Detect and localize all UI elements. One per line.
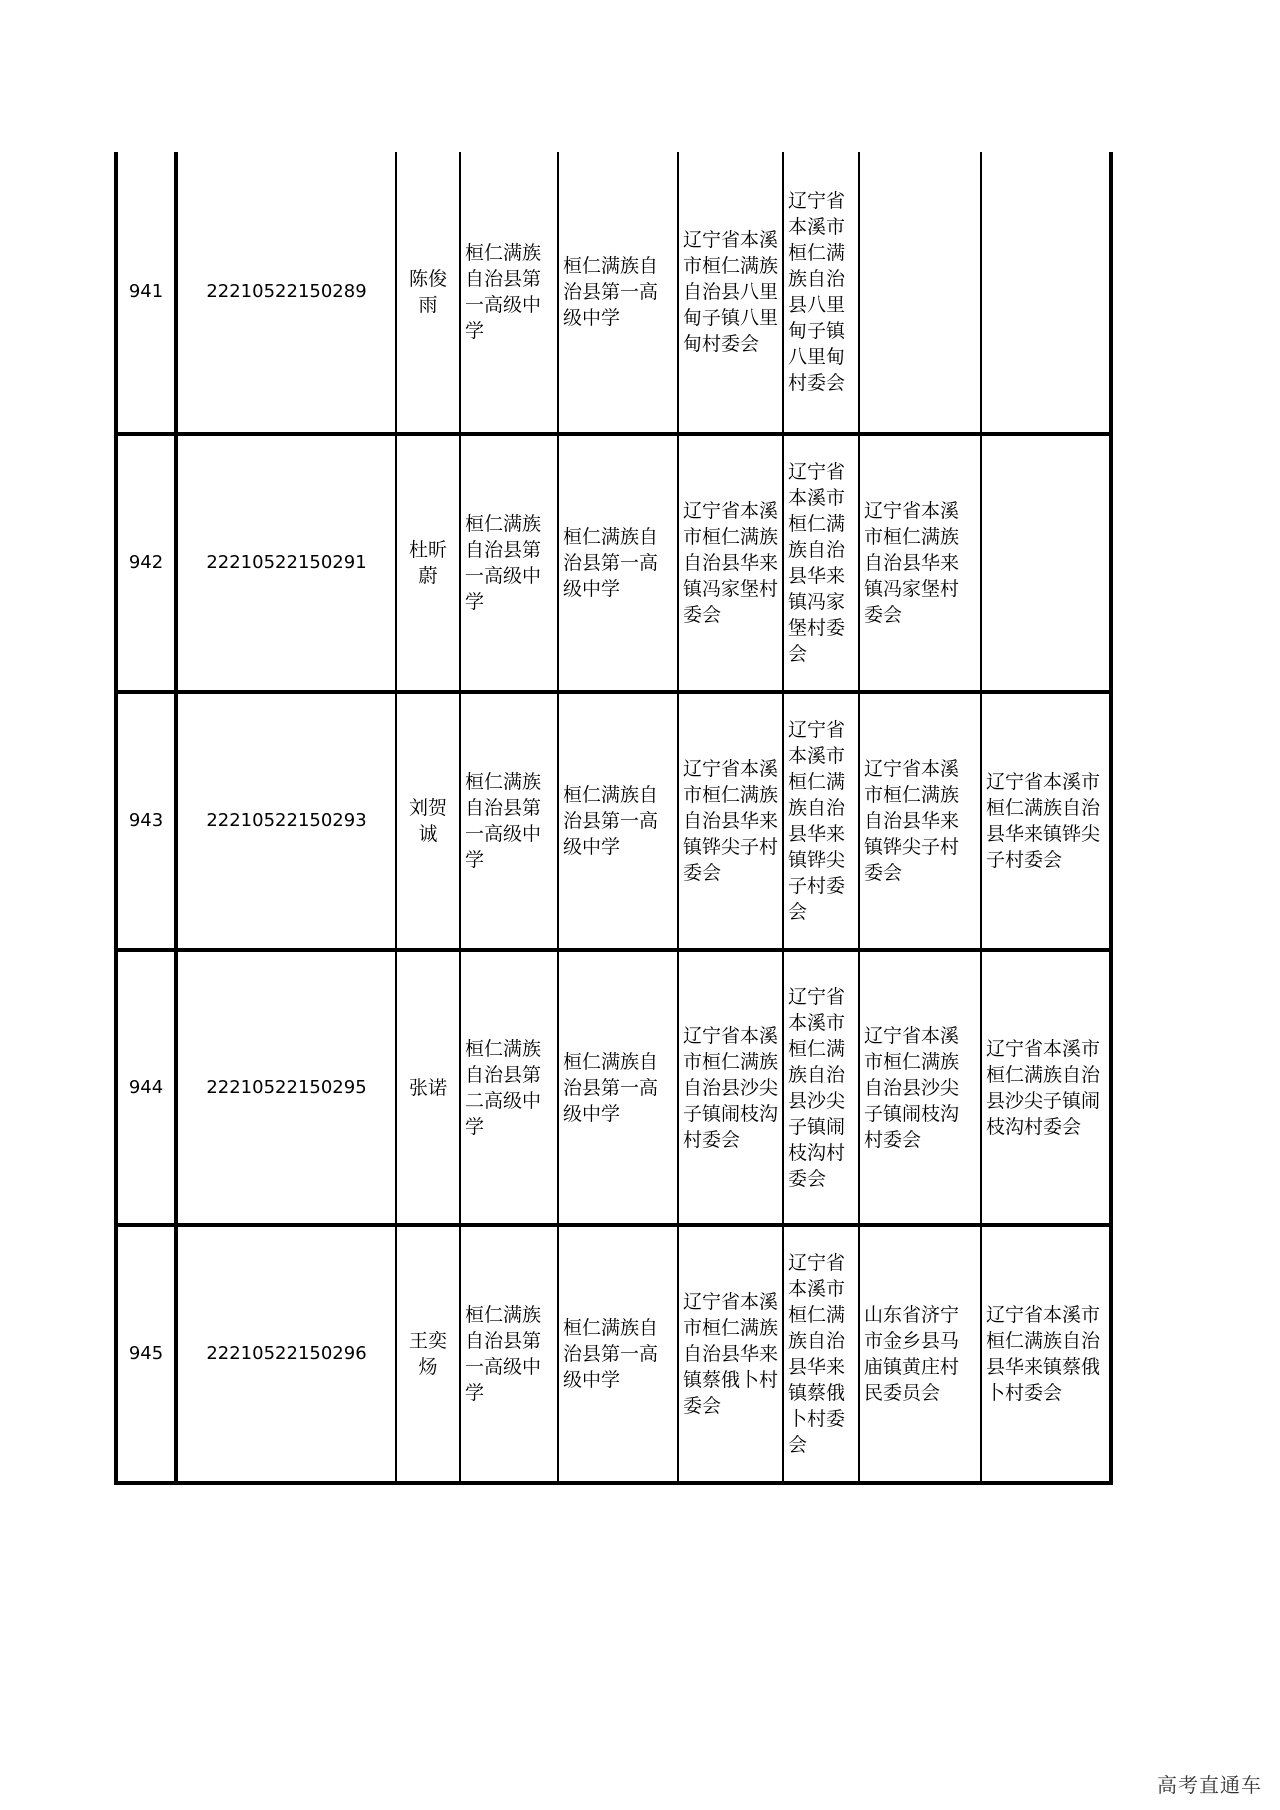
school2-cell: 桓仁满族自治县第一高级中学 <box>558 950 678 1225</box>
row-index: 945 <box>116 1225 176 1483</box>
school2-cell: 桓仁满族自治县第一高级中学 <box>558 1225 678 1483</box>
table-row <box>116 152 1111 434</box>
address4-cell <box>981 434 1111 692</box>
school2-cell: 桓仁满族自治县第一高级中学 <box>558 434 678 692</box>
school2-cell: 桓仁满族自治县第一高级中学 <box>558 692 678 950</box>
address3-cell: 辽宁省本溪市桓仁满族自治县华来镇铧尖子村委会 <box>859 692 981 950</box>
address1-cell: 辽宁省本溪市桓仁满族自治县华来镇蔡俄卜村委会 <box>678 1225 783 1483</box>
address4-cell: 辽宁省本溪市桓仁满族自治县华来镇铧尖子村委会 <box>981 692 1111 950</box>
address3-cell: 辽宁省本溪市桓仁满族自治县沙尖子镇闹枝沟村委会 <box>859 950 981 1225</box>
row-index: 941 <box>116 152 176 434</box>
address1-cell: 辽宁省本溪市桓仁满族自治县八里甸子镇八里甸村委会 <box>678 152 783 434</box>
address2-cell: 辽宁省本溪市桓仁满族自治县沙尖子镇闹枝沟村委会 <box>783 950 859 1225</box>
address2-cell: 辽宁省本溪市桓仁满族自治县华来镇蔡俄卜村委会 <box>783 1225 859 1483</box>
address2-cell: 辽宁省本溪市桓仁满族自治县华来镇冯家堡村委会 <box>783 434 859 692</box>
row-index: 944 <box>116 950 176 1225</box>
roster-table <box>114 152 1113 1485</box>
exam-id: 22210522150293 <box>176 692 396 950</box>
row-index: 942 <box>116 434 176 692</box>
exam-id: 22210522150291 <box>176 434 396 692</box>
address3-cell: 辽宁省本溪市桓仁满族自治县华来镇冯家堡村委会 <box>859 434 981 692</box>
roster-table-container <box>114 152 1113 1485</box>
watermark-text: 高考直通车 <box>1157 1773 1262 1797</box>
address4-cell: 辽宁省本溪市桓仁满族自治县华来镇蔡俄卜村委会 <box>981 1225 1111 1483</box>
exam-id: 22210522150296 <box>176 1225 396 1483</box>
table-row <box>116 1225 1111 1483</box>
student-name: 陈俊雨 <box>396 152 460 434</box>
row-index: 943 <box>116 692 176 950</box>
school-cell: 桓仁满族自治县第一高级中学 <box>460 152 558 434</box>
school-cell: 桓仁满族自治县第一高级中学 <box>460 434 558 692</box>
address2-cell: 辽宁省本溪市桓仁满族自治县八里甸子镇八里甸村委会 <box>783 152 859 434</box>
address1-cell: 辽宁省本溪市桓仁满族自治县沙尖子镇闹枝沟村委会 <box>678 950 783 1225</box>
student-name: 刘贺诚 <box>396 692 460 950</box>
exam-id: 22210522150295 <box>176 950 396 1225</box>
school-cell: 桓仁满族自治县第一高级中学 <box>460 692 558 950</box>
address1-cell: 辽宁省本溪市桓仁满族自治县华来镇冯家堡村委会 <box>678 434 783 692</box>
address4-cell <box>981 152 1111 434</box>
student-name: 王奕炀 <box>396 1225 460 1483</box>
address1-cell: 辽宁省本溪市桓仁满族自治县华来镇铧尖子村委会 <box>678 692 783 950</box>
table-row <box>116 950 1111 1225</box>
school-cell: 桓仁满族自治县第一高级中学 <box>460 1225 558 1483</box>
address4-cell: 辽宁省本溪市桓仁满族自治县沙尖子镇闹枝沟村委会 <box>981 950 1111 1225</box>
address3-cell <box>859 152 981 434</box>
school-cell: 桓仁满族自治县第二高级中学 <box>460 950 558 1225</box>
school2-cell: 桓仁满族自治县第一高级中学 <box>558 152 678 434</box>
student-name: 杜昕蔚 <box>396 434 460 692</box>
table-row <box>116 434 1111 692</box>
address3-cell: 山东省济宁市金乡县马庙镇黄庄村民委员会 <box>859 1225 981 1483</box>
address2-cell: 辽宁省本溪市桓仁满族自治县华来镇铧尖子村委会 <box>783 692 859 950</box>
student-name: 张诺 <box>396 950 460 1225</box>
table-row <box>116 692 1111 950</box>
exam-id: 22210522150289 <box>176 152 396 434</box>
